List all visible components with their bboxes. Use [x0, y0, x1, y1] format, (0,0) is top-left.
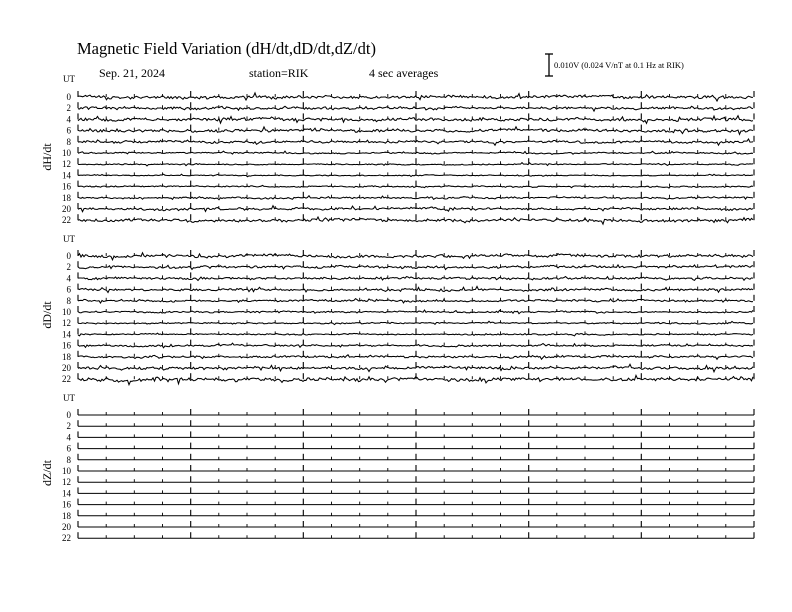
trace-row	[67, 454, 755, 465]
trace-row	[62, 499, 754, 510]
averaging-label: 4 sec averages	[369, 66, 439, 80]
panel-ylabel: dD/dt	[40, 301, 54, 329]
trace-row	[62, 373, 754, 385]
row-label: 0	[66, 410, 71, 420]
row-label: 10	[62, 307, 71, 317]
trace-row	[67, 125, 755, 136]
trace-row	[67, 91, 755, 102]
row-label: 20	[62, 363, 71, 373]
row-label: 4	[66, 273, 71, 284]
trace-row	[67, 261, 755, 272]
scale-label: 0.010V (0.024 V/nT at 0.1 Hz at RIK)	[554, 60, 684, 70]
chart-title: Magnetic Field Variation (dH/dt,dD/dt,dZ/dt)	[77, 39, 376, 58]
trace-row	[62, 362, 754, 373]
row-label: 4	[66, 432, 71, 443]
trace-row	[62, 340, 754, 351]
trace-row	[67, 272, 755, 283]
panel-1	[40, 234, 754, 385]
panel-ylabel: dZ/dt	[40, 460, 54, 486]
row-label: 12	[62, 477, 71, 488]
trace-row	[62, 510, 754, 521]
row-label: 8	[66, 136, 71, 147]
panel-0	[40, 74, 754, 225]
row-label: 14	[62, 170, 71, 181]
row-label: 20	[62, 204, 71, 214]
row-label: 14	[62, 488, 71, 499]
row-label: 2	[66, 103, 71, 114]
trace-row	[62, 169, 754, 180]
trace-row	[62, 465, 754, 476]
row-label: 6	[66, 443, 71, 454]
row-label: 0	[66, 92, 71, 102]
row-label: 22	[62, 533, 71, 544]
panel-2	[40, 393, 754, 543]
row-label: 8	[66, 454, 71, 465]
row-label: 8	[66, 295, 71, 306]
row-label: 12	[62, 159, 71, 170]
trace-row	[67, 420, 755, 431]
row-label: 6	[66, 125, 71, 136]
trace-row	[67, 102, 755, 113]
trace-row	[67, 409, 755, 420]
date-label: Sep. 21, 2024	[99, 66, 165, 80]
scale-bar	[545, 54, 553, 76]
trace-row	[62, 351, 754, 362]
row-label: 16	[62, 181, 71, 192]
trace-row	[62, 203, 754, 214]
trace-row	[62, 328, 754, 339]
trace-row	[67, 136, 755, 147]
row-label: 12	[62, 318, 71, 329]
row-label: 16	[62, 499, 71, 510]
row-label: 20	[62, 522, 71, 532]
ut-axis-label: UT	[63, 393, 75, 403]
row-label: 18	[62, 510, 71, 521]
row-label: 0	[66, 251, 71, 261]
row-label: 18	[62, 192, 71, 203]
row-label: 10	[62, 148, 71, 158]
panel-ylabel: dH/dt	[40, 143, 54, 171]
row-label: 2	[66, 262, 71, 273]
ut-axis-label: UT	[63, 234, 75, 244]
trace-row	[67, 284, 755, 295]
row-label: 10	[62, 466, 71, 476]
trace-row	[62, 317, 754, 328]
ut-axis-label: UT	[63, 74, 75, 84]
row-label: 22	[62, 374, 71, 385]
trace-row	[62, 192, 754, 203]
trace-row	[62, 532, 754, 543]
trace-row	[62, 306, 754, 317]
trace-row	[67, 113, 755, 124]
trace-row	[62, 476, 754, 487]
row-label: 18	[62, 351, 71, 362]
row-label: 22	[62, 215, 71, 226]
station-label: station=RIK	[249, 66, 309, 80]
trace-row	[62, 147, 754, 158]
row-label: 6	[66, 284, 71, 295]
row-label: 2	[66, 421, 71, 432]
trace-row	[67, 250, 755, 261]
trace-row	[67, 443, 755, 454]
row-label: 16	[62, 340, 71, 351]
trace-row	[62, 487, 754, 498]
trace-row	[67, 295, 755, 306]
trace-row	[62, 214, 754, 225]
trace-row	[62, 521, 754, 532]
row-label: 4	[66, 114, 71, 125]
trace-row	[62, 158, 754, 169]
trace-row	[62, 181, 754, 192]
row-label: 14	[62, 329, 71, 340]
trace-row	[67, 431, 755, 442]
